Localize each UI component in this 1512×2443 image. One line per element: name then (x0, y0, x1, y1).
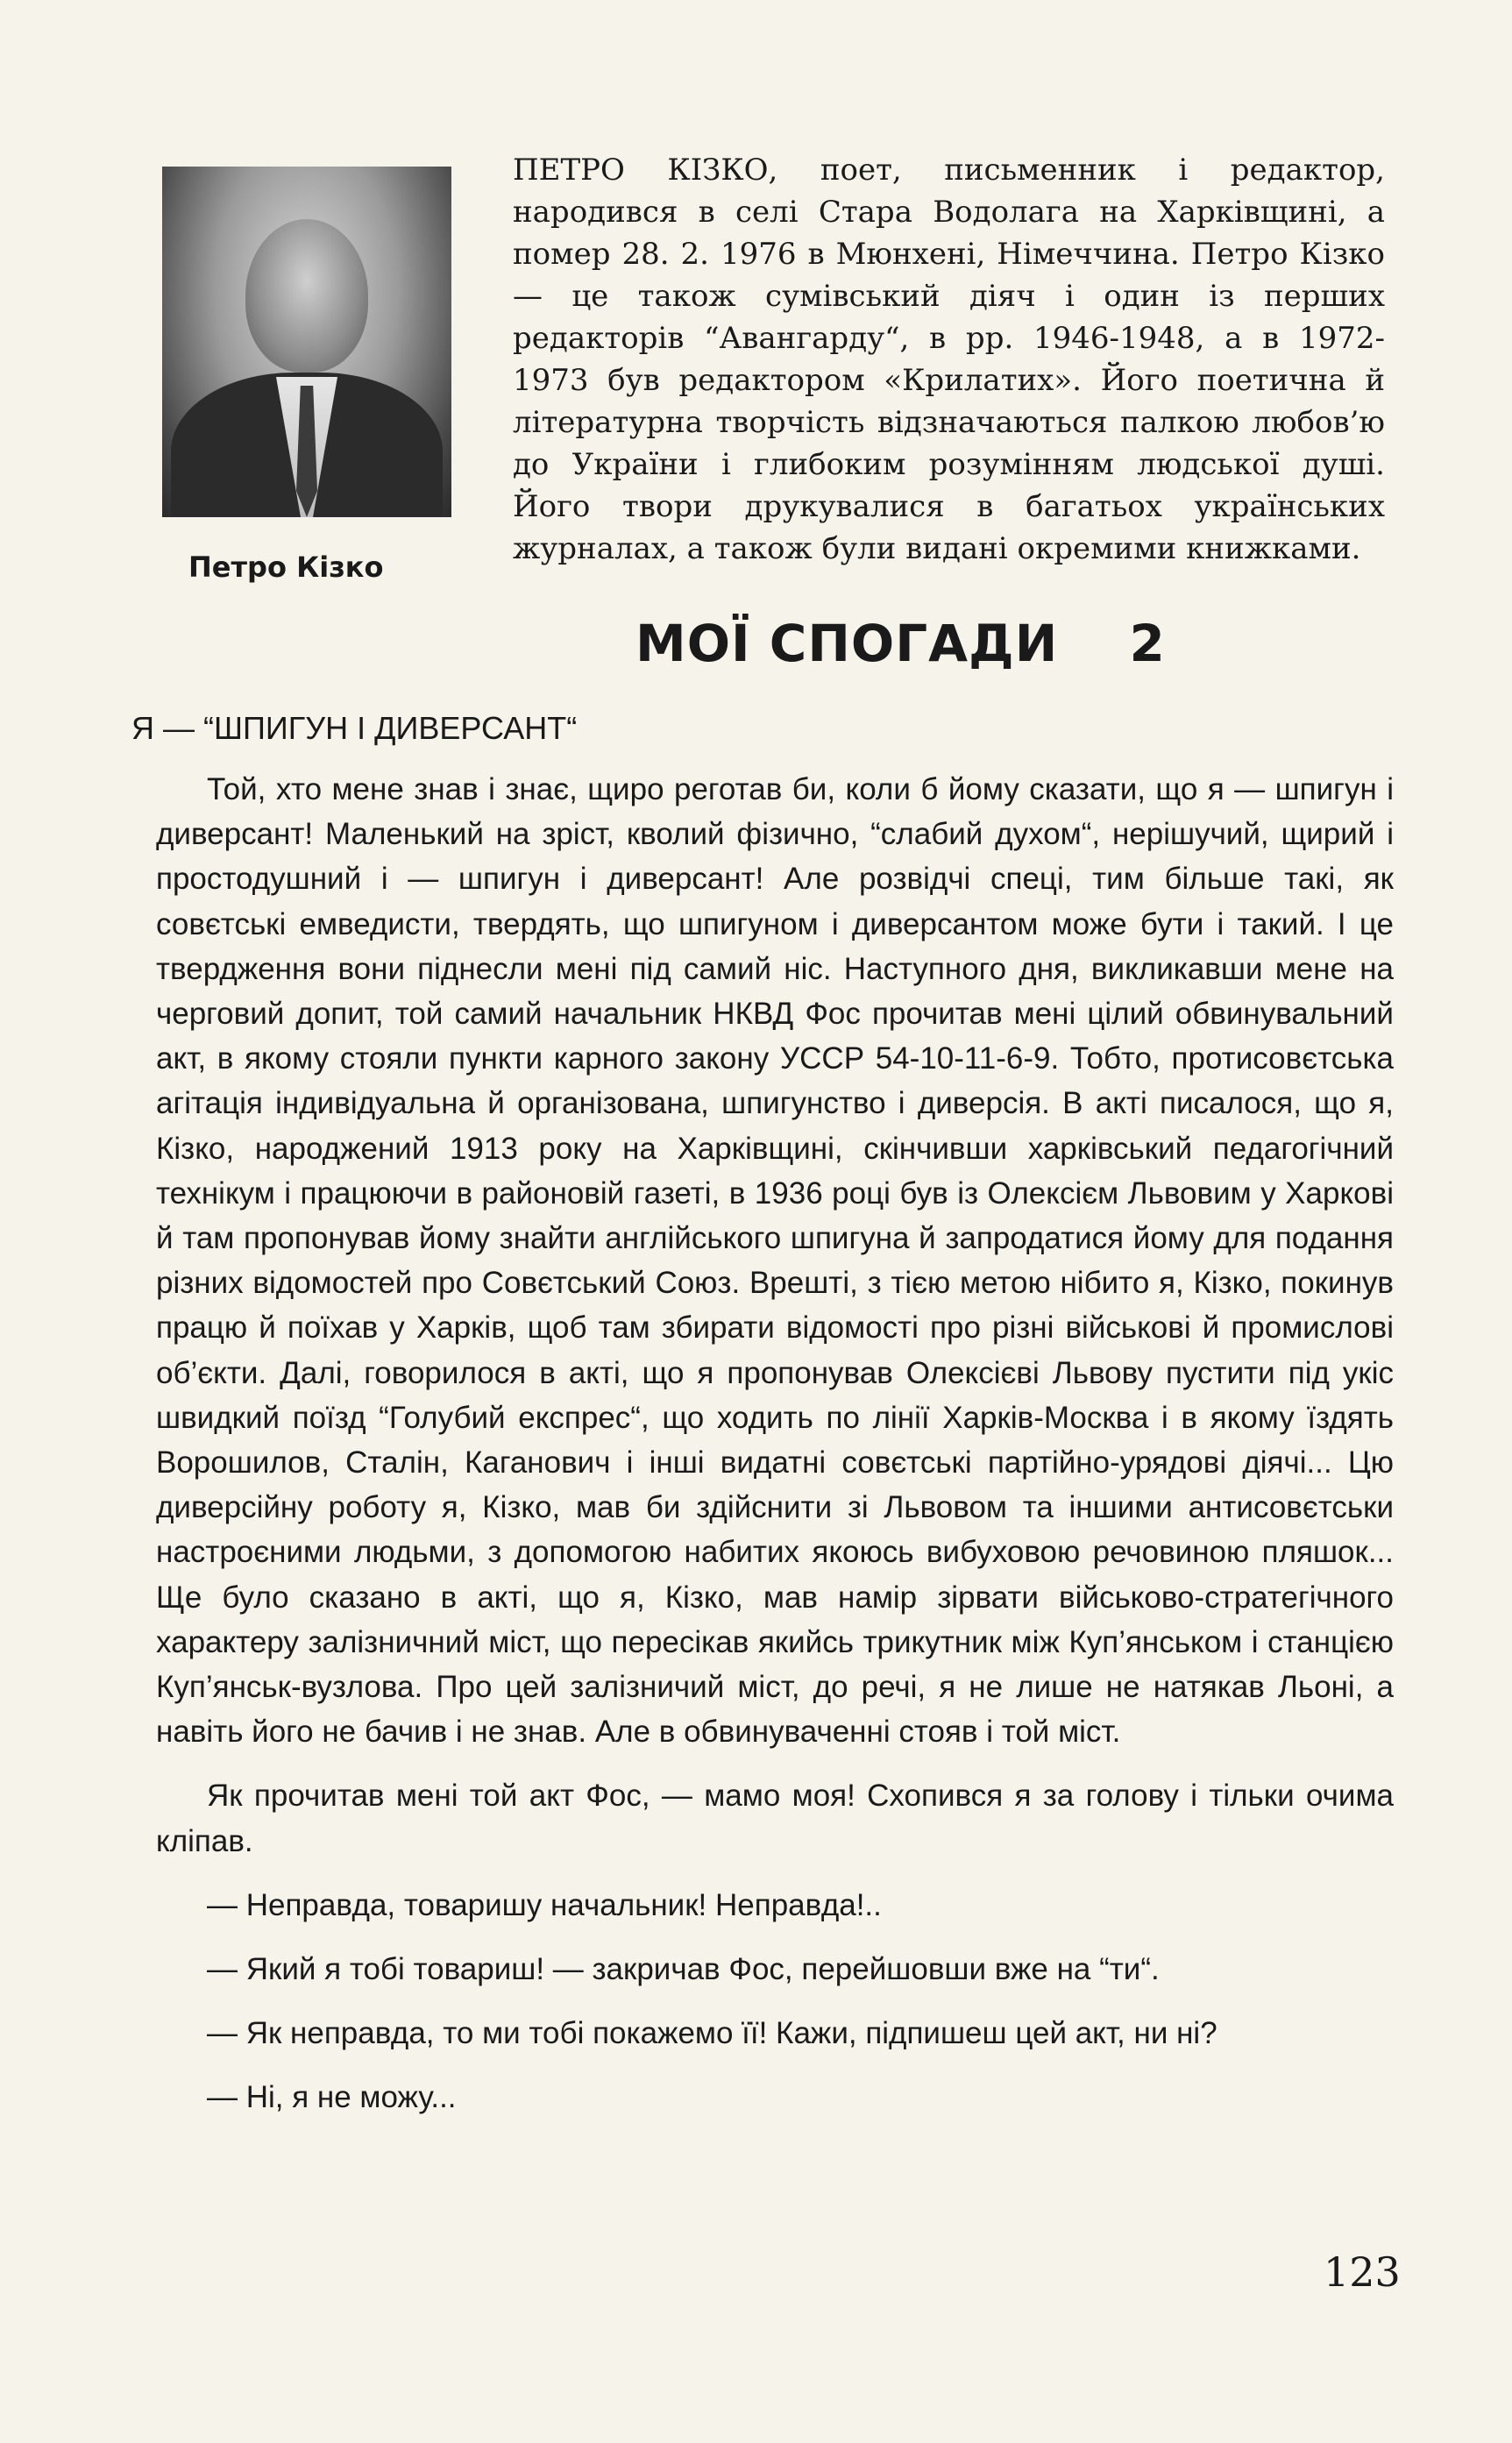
paragraph: Як прочитав мені той акт Фос, — мамо моя! Схопився я за голову і тільки очима кліпав. (156, 1779, 1394, 1858)
author-bio: ПЕТРО КІЗКО, поет, письменник і редактор, народився в селі Стара Водолага на Харківщині, а помер 28. 2. 1976 в Мюнхені, Німеччина. Петро Кізко — це також сумівський діяч і один із перших редакторів “Авангарду“, в рр. 1946-1948, а в 1972-1973 був редактором «Крилатих». Його поетична й літературна творчість відзначаються палкою любов’ю до України і глибоким розумінням людської душі. Його твори друкувалися в багатьох українських журналах, а також були видані окремими книжками. (513, 153, 1385, 566)
dialogue-line: — Неправда, товаришу начальник! Неправда!.. (207, 1887, 882, 1922)
paragraph: Той, хто мене знав і знає, щиро реготав би, коли б йому сказати, що я — шпигун і диверсант! Маленький на зріст, кволий фізично, “слабий духом“, нерішучий, щирий і простодушний і — шпигун і диверсант! Але розвідчі спеці, тим більше такі, як совєтські емведисти, твердять, що шпигуном і диверсантом може бути і такий. І це твердження вони піднесли мені під самий ніс. Наступного дня, викликавши мене на черговий допит, той самий начальник НКВД Фос прочитав мені цілий обвинувальний акт, в якому стояли пункти карного закону УССР 54-10-11-6-9. Тобто, протисовєтська агітація індивідуальна й організована, шпигунство і диверсія. В акті писалося, що я, Кізко, народжений 1913 року на Харківщині, скінчивши харківський педагогічний технікум і працюючи в районовій газеті, в 1936 році був із Олексієм Львовим у Харкові й там пропонував йому знайти англійського шпигуна й запродатися йому для подання різних відомостей про Совєтський Союз. Врешті, з тією метою нібито я, Кізко, покинув працю й поїхав у Харків, щоб там збирати відомості про різні військові й промислові об’єкти. Далі, говорилося в акті, що я пропонував Олексієві Львову пустити під укіс швидкий поїзд “Голубий експрес“, що ходить по лінії Харків-Москва і в якому їздять Ворошилов, Сталін, Каганович і інші видатні совєтські партійно-урядові діячі... Цю диверсійну роботу я, Кізко, мав би здійснити зі Львовом та іншими антисовєтськи настроєними людьми, з допомогою набитих якоюсь вибуховою речовиною пляшок... Ще було сказано в акті, що я, Кізко, мав намір зірвати військово-стратегічного характеру залізничний міст, що пересікав якийсь трикутник між Куп’янськом і станцією Куп’янськ-вузлова. Про цей залізничий міст, до речі, я не лише не натякав Льоні, а навіть його не бачив і не знав. Але в обвинуваченні стояв і той міст. (156, 772, 1394, 1750)
article-part-number: 2 (1129, 614, 1166, 673)
section-heading: Я — “ШПИГУН І ДИВЕРСАНТ“ (131, 710, 578, 746)
article-title (635, 614, 1249, 673)
author-photo (162, 167, 451, 517)
photo-caption: Петро Кізко (188, 550, 384, 584)
article-body (156, 767, 1394, 2120)
dialogue-line: — Як неправда, то ми тобі покажемо її! Кажи, підпишеш цей акт, ни ні? (207, 2016, 1217, 2051)
article-title-text: МОЇ СПОГАДИ (635, 614, 1059, 673)
dialogue-line: — Ні, я не можу... (207, 2080, 457, 2115)
dialogue-line: — Який я тобі товариш! — закричав Фос, перейшовши вже на “ти“. (207, 1952, 1160, 1987)
photo-head (245, 219, 368, 373)
page-number: 123 (1324, 2248, 1401, 2296)
